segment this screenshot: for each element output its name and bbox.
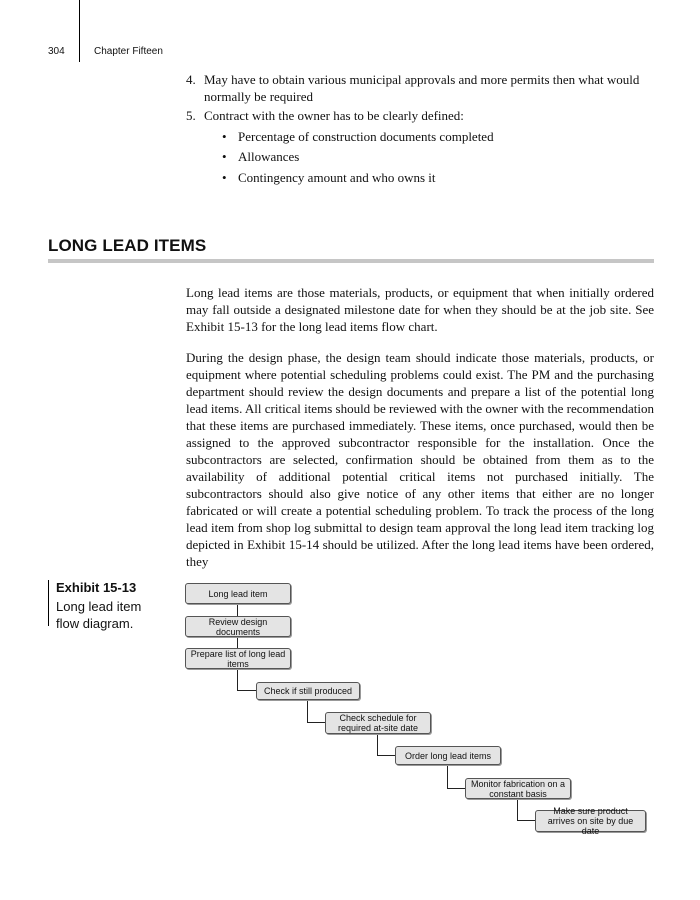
flow-step-long-lead-item: Long lead item [185,583,291,604]
connector-line [237,637,238,648]
bullet-text: Allowances [238,149,300,164]
flow-step-review-design: Review design documents [185,616,291,637]
list-item-4-text: May have to obtain various municipal approvals and more permits then what would normally be required [204,72,640,104]
flow-step-check-schedule: Check schedule for required at-site date [325,712,431,734]
connector-line [377,755,395,756]
bullet-text: Percentage of construction documents completed [238,128,494,144]
bullet-icon: • [222,149,227,164]
exhibit-caption: Long lead item flow diagram. [56,599,142,631]
connector-line [447,788,465,789]
exhibit-title: Exhibit 15-13 [56,580,137,595]
bullet-list [204,129,656,187]
paragraph-intro: Long lead items are those materials, products, or equipment that when initially ordered may fall outside a designated milestone date for when they should be at the job site. See Exhibit 15-13 for the long lead items flow chart. [186,285,654,334]
flow-step-check-produced: Check if still produced [256,682,360,700]
bullet-item [204,129,656,146]
flow-step-product-arrives: Make sure product arrives on site by due date [535,810,646,832]
page-number: 304 [48,46,65,57]
connector-line [237,669,238,691]
bullet-item [204,170,656,187]
flow-step-monitor-fabrication: Monitor fabrication on a constant basis [465,778,571,799]
exhibit-bar [48,580,49,626]
connector-line [447,765,448,789]
connector-line [307,722,325,723]
bullet-item [204,149,656,166]
flow-step-prepare-list: Prepare list of long lead items [185,648,291,669]
connector-line [307,700,308,723]
section-heading: LONG LEAD ITEMS [48,236,207,255]
bullet-icon: • [222,128,227,144]
chapter-title: Chapter Fifteen [94,46,163,57]
section-rule [48,259,654,263]
connector-line [377,734,378,756]
connector-line [517,820,535,821]
list-item-5 [186,108,656,186]
connector-line [237,690,256,691]
list-item-4 [186,72,656,105]
paragraph-design-phase: During the design phase, the design team should indicate those materials, products, or equipment where potential scheduling problems could exist. The PM and the purchasing department should review the design documents and prepare a list of the potential long lead items. All critical items should be reviewed with the owner with the recommendation that these items are purchased immediately. These items, once purchased, would then be assigned to the approved subcontractor responsible for the installation. Once the subcontractors are selected, confirmation should be obtained from them as to the availability of additional potential critical items not purchased initially. The subcontractors should also give notice of any other items that either are no longer fabricated or will create a potential scheduling problem. To track the process of the long lead item from shop log submittal to design team approval the long lead item tracking log depicted in Exhibit 15-14 should be utilized. After the long lead items have been ordered, they [186,350,654,569]
connector-line [517,799,518,821]
header-rule [79,0,80,62]
bullet-text: Contingency amount and who owns it [238,169,436,185]
list-item-4-number: 4. [186,72,196,87]
bullet-icon: • [222,169,227,185]
flow-step-order-items: Order long lead items [395,746,501,765]
numbered-list [186,72,656,189]
list-item-5-text: Contract with the owner has to be clearly defined: [204,108,464,123]
connector-line [237,604,238,616]
list-item-5-number: 5. [186,108,196,123]
